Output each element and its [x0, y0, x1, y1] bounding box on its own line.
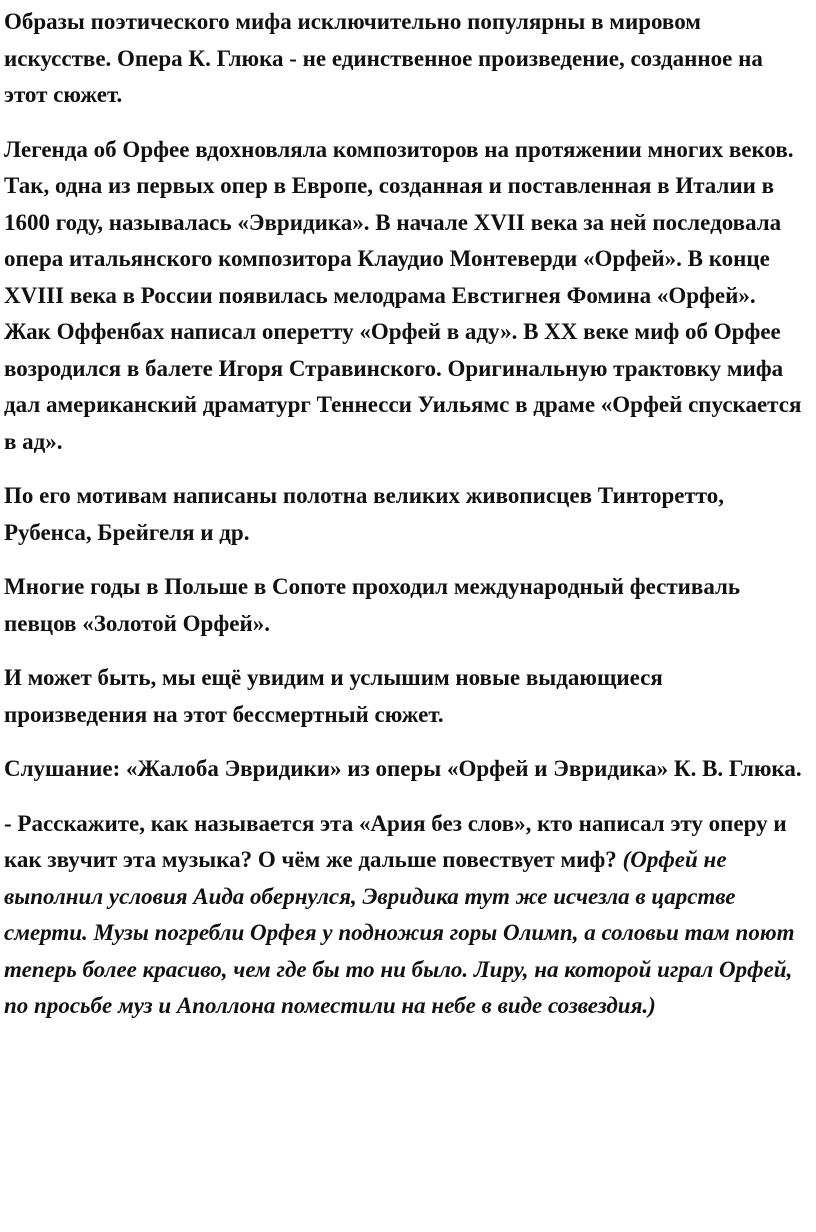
paragraph-legend-text: Легенда об Орфее вдохновляла композиторов на протяжении многих веков. Так, одна из первых опер в Европе, созданная и поставленная в Италии в 1600 году, называлась «Эвридика». В начале XVII века за ней последовала опера итальянского композитора Клаудио Монтеверди «Орфей». В конце XVIII века в России появилась мелодрама Евстигнея Фомина «Орфей». Жак Оффенбах написал оперетту «Орфей в аду». В XX веке миф об Орфее возродился в балете Игоря Стравинского. Оригинальную трактовку мифа дал американский драматург Теннесси Уильямс в драме «Орфей спускается в ад». — [4, 136, 802, 454]
paragraph-legend — [4, 132, 804, 461]
paragraph-painters — [4, 478, 804, 551]
paragraph-festival — [4, 569, 804, 642]
paragraph-future-text: И может быть, мы ещё увидим и услышим новые выдающиеся произведения на этот бессмертный сюжет. — [4, 665, 663, 727]
paragraph-festival-text: Многие годы в Польше в Сопоте проходил международный фестиваль певцов «Золотой Орфей». — [4, 574, 741, 636]
paragraph-listening-text: Слушание: «Жалоба Эвридики» из оперы «Орфей и Эвридика» К. В. Глюка. — [4, 756, 802, 781]
paragraph-listening — [4, 751, 804, 788]
paragraph-future — [4, 660, 804, 733]
paragraph-painters-text: По его мотивам написаны полотна великих живописцев Тинторетто, Рубенса, Брейгеля и др. — [4, 483, 725, 545]
paragraph-intro — [4, 4, 804, 114]
paragraph-question-answer: (Орфей не выполнил условия Аида обернулся, Эвридика тут же исчезла в царстве смерти. Музы погребли Орфея у подножия горы Олимп, а соловьи там поют теперь более красиво, чем где бы то ни было. Лиру, на которой играл Орфей, по просьбе муз и Аполлона поместили на небе в виде созвездия.) — [4, 847, 795, 1018]
paragraph-question — [4, 806, 804, 1025]
paragraph-intro-text: Образы поэтического мифа исключительно популярны в мировом искусстве. Опера К. Глюка - не единственное произведение, созданное на этот сюжет. — [4, 9, 763, 107]
paragraph-question-text: - Расскажите, как называется эта «Ария без слов», кто написал эту оперу и как звучит эта музыка? О чём же дальше повествует миф? — [4, 810, 787, 872]
